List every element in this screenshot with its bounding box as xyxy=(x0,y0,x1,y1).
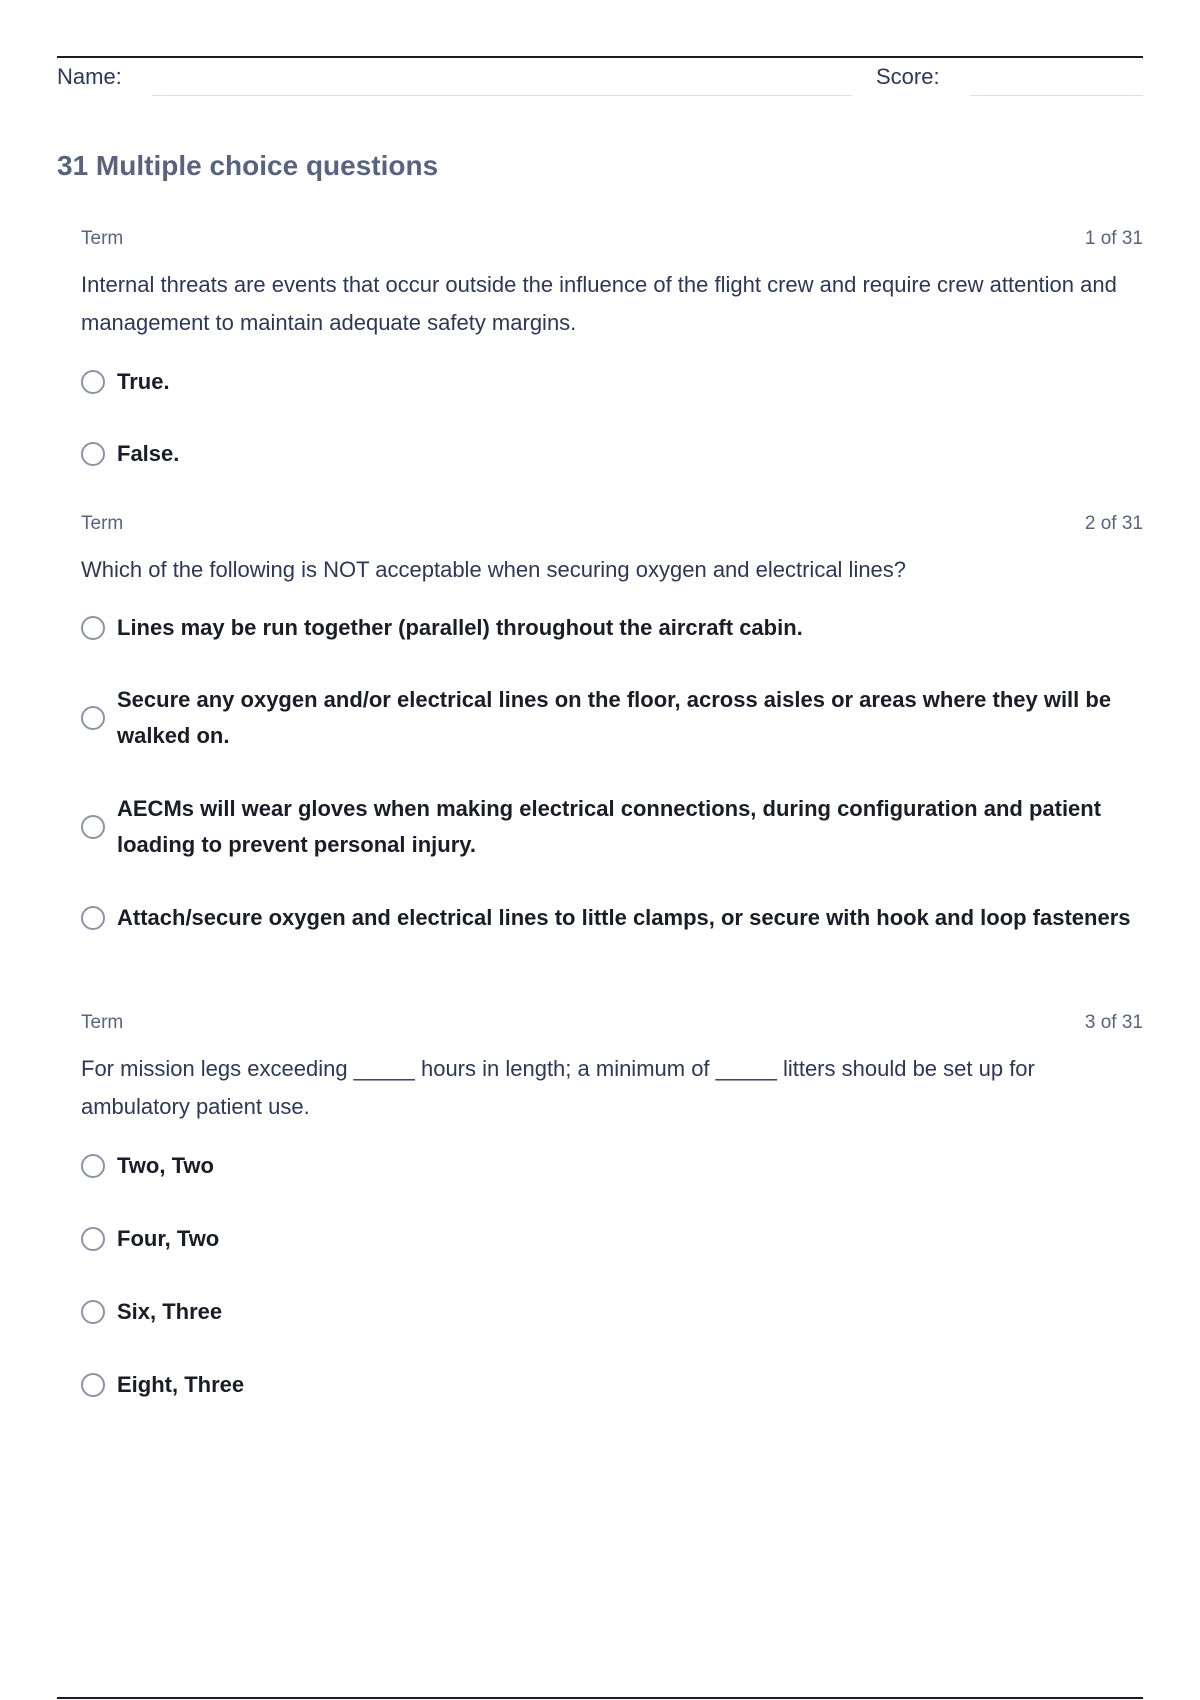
top-divider xyxy=(57,56,1143,58)
radio-button[interactable] xyxy=(81,706,105,730)
question-1 xyxy=(81,228,1143,342)
option-label[interactable]: Six, Three xyxy=(117,1299,223,1324)
option-label[interactable]: True. xyxy=(117,369,170,394)
radio-button[interactable] xyxy=(81,1300,105,1324)
option-label[interactable]: Attach/secure oxygen and electrical lines to little clamps, or secure with hook and loop fasteners xyxy=(117,905,1131,930)
question-header xyxy=(81,1012,1143,1038)
radio-button[interactable] xyxy=(81,370,105,394)
answer-option[interactable] xyxy=(81,900,1143,936)
answer-option[interactable] xyxy=(81,791,1143,863)
option-label[interactable]: Four, Two xyxy=(117,1226,220,1251)
name-label: Name: xyxy=(57,64,122,89)
option-label[interactable]: Lines may be run together (parallel) throughout the aircraft cabin. xyxy=(117,615,803,640)
term-label: Term xyxy=(81,228,124,249)
radio-button[interactable] xyxy=(81,815,105,839)
question-header xyxy=(81,228,1143,254)
question-header xyxy=(81,513,1143,539)
question-counter: 1 of 31 xyxy=(1084,228,1143,249)
answer-option[interactable] xyxy=(81,1367,1143,1403)
question-text: Which of the following is NOT acceptable when securing oxygen and electrical lines? xyxy=(81,557,907,582)
radio-button[interactable] xyxy=(81,1227,105,1251)
option-label[interactable]: Eight, Three xyxy=(117,1372,245,1397)
question-text: Internal threats are events that occur outside the influence of the flight crew and require crew attention and management to maintain adequate safety margins. xyxy=(81,272,1117,335)
question-text: For mission legs exceeding _____ hours in length; a minimum of _____ litters should be set up for ambulatory patient use. xyxy=(81,1056,1035,1119)
score-input-line[interactable] xyxy=(970,95,1143,96)
question-counter: 3 of 31 xyxy=(1084,1012,1143,1033)
worksheet-page xyxy=(57,0,1143,1700)
answer-option[interactable] xyxy=(81,610,1143,646)
answer-option[interactable] xyxy=(81,436,1143,472)
radio-button[interactable] xyxy=(81,616,105,640)
score-label: Score: xyxy=(876,64,940,89)
radio-button[interactable] xyxy=(81,1373,105,1397)
option-label[interactable]: False. xyxy=(117,441,180,466)
question-3 xyxy=(81,1012,1143,1126)
answer-option[interactable] xyxy=(81,1148,1143,1184)
option-label[interactable]: Two, Two xyxy=(117,1153,214,1178)
section-title: 31 Multiple choice questions xyxy=(57,150,439,181)
term-label: Term xyxy=(81,513,124,534)
option-label[interactable]: AECMs will wear gloves when making electrical connections, during configuration and patient loading to prevent personal injury. xyxy=(117,796,1102,857)
radio-button[interactable] xyxy=(81,906,105,930)
term-label: Term xyxy=(81,1012,124,1033)
answer-option[interactable] xyxy=(81,682,1143,754)
name-input-line[interactable] xyxy=(152,95,852,96)
bottom-divider xyxy=(57,1697,1143,1699)
name-score-header xyxy=(57,62,1143,98)
answer-option[interactable] xyxy=(81,1294,1143,1330)
question-counter: 2 of 31 xyxy=(1084,513,1143,534)
radio-button[interactable] xyxy=(81,442,105,466)
question-2 xyxy=(81,513,1143,589)
radio-button[interactable] xyxy=(81,1154,105,1178)
option-label[interactable]: Secure any oxygen and/or electrical lines on the floor, across aisles or areas where they will be walked on. xyxy=(117,687,1112,748)
answer-option[interactable] xyxy=(81,364,1143,400)
answer-option[interactable] xyxy=(81,1221,1143,1257)
